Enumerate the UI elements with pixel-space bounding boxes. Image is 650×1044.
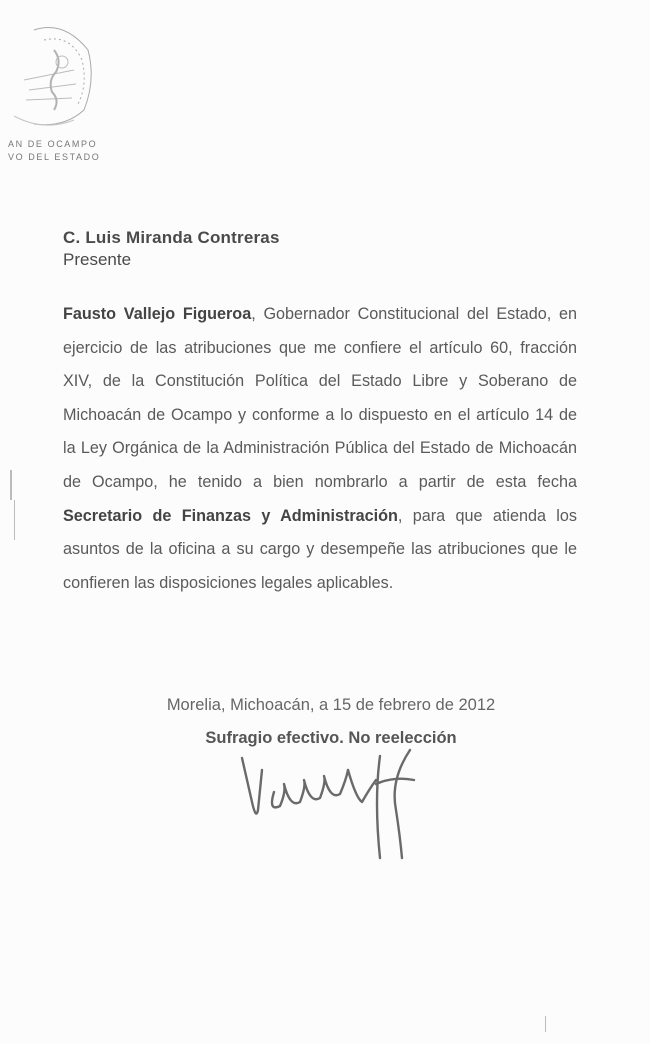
body-text-part-2: , para que atienda los asuntos de la oficina a su cargo y desempeñe las atribuciones que le confieren las disposiciones legales aplicables. xyxy=(63,506,577,592)
author-name: Fausto Vallejo Figueroa xyxy=(63,305,252,323)
scan-speck xyxy=(14,500,15,540)
addressee-name: C. Luis Miranda Contreras xyxy=(63,228,280,247)
department-heading xyxy=(8,138,100,164)
appointed-position: Secretario de Finanzas y Administración xyxy=(63,506,398,525)
place-date: Morelia, Michoacán, a 15 de febrero de 2012 xyxy=(166,696,496,714)
scan-speck xyxy=(10,470,12,500)
signature-mark xyxy=(230,740,440,870)
letter-body xyxy=(63,298,577,600)
scan-speck xyxy=(545,1016,546,1032)
addressee-block xyxy=(63,227,280,271)
body-text-part-1: , Gobernador Constitucional del Estado, en ejercicio de las atribuciones que me confiere el artículo 60, fracción XIV, de la Constitución Política del Estado Libre y Soberano de Michoacán de Ocampo y conforme a lo dispuesto en el artículo 14 de la Ley Orgánica de la Administración Pública del Estado de Michoacán de Ocampo, he tenido a bien nombrarlo a partir de esta fecha xyxy=(63,305,577,491)
addressee-salutation: Presente xyxy=(63,250,132,269)
department-line-2: VO DEL ESTADO xyxy=(8,152,101,162)
department-line-1: AN DE OCAMPO xyxy=(8,139,98,149)
state-seal-icon xyxy=(4,20,98,132)
motto: Sufragio efectivo. No reelección xyxy=(205,729,457,747)
